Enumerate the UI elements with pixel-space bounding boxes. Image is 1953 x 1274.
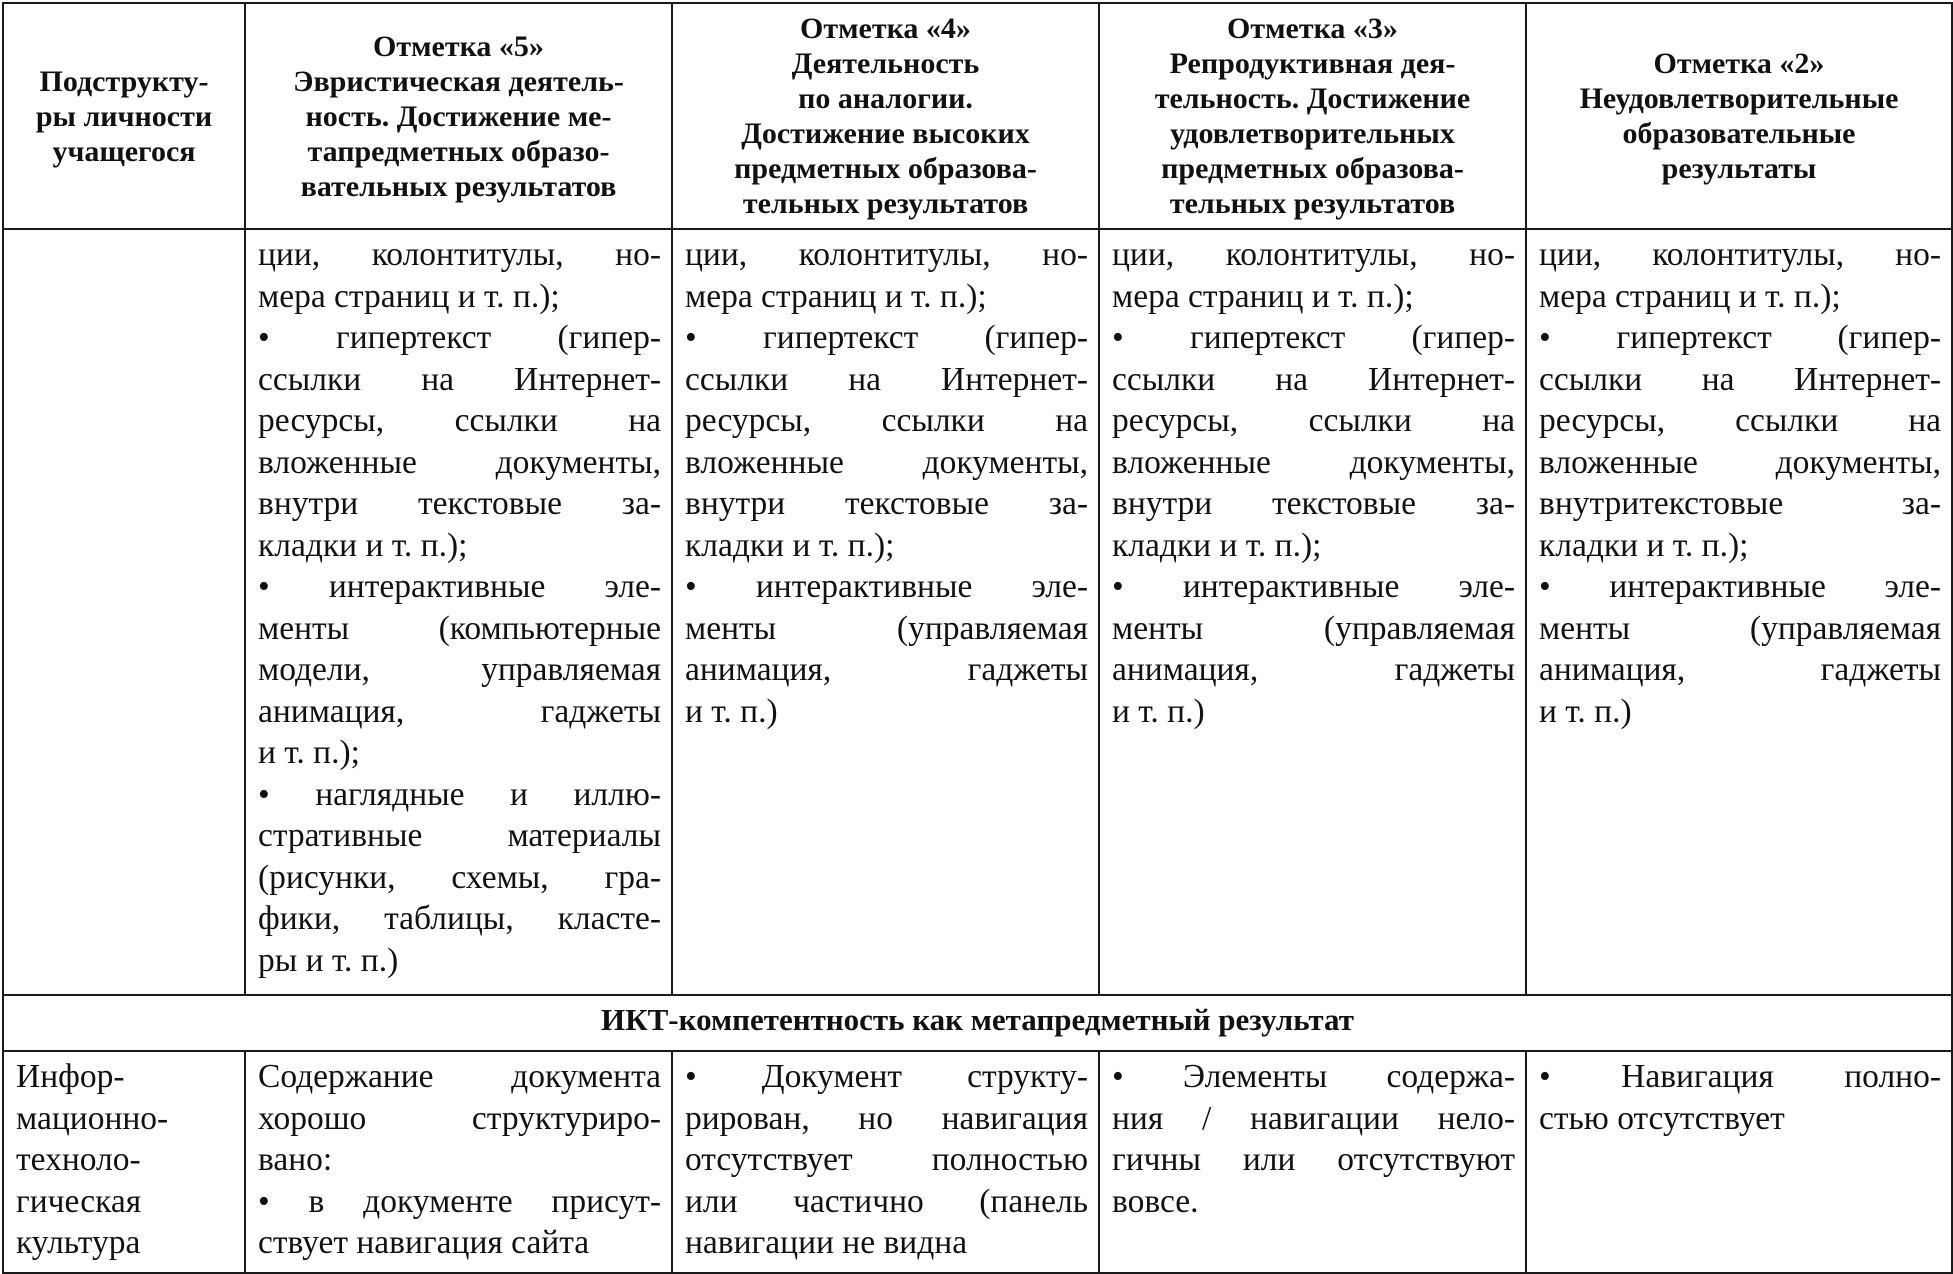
text-line: кладки и т. п.); xyxy=(1112,526,1322,564)
text-line: • Элементы содержа- xyxy=(1112,1058,1515,1095)
text-line: кладки и т. п.); xyxy=(1539,526,1749,564)
text-line: и т. п.) xyxy=(685,692,778,730)
header-grade-3 xyxy=(1099,3,1526,229)
text-line: • интерактивные эле- xyxy=(685,568,1088,605)
text-line: ния / навигации нело- xyxy=(1112,1099,1515,1137)
text-line: вложенные документы, xyxy=(685,443,1088,481)
text-line: внутри текстовые за- xyxy=(1112,485,1515,522)
text-line: и т. п.); xyxy=(258,734,360,771)
text-line: • гипертекст (гипер- xyxy=(258,319,661,356)
text-line: предметных образова- xyxy=(734,152,1037,185)
text-line: Достижение высоких xyxy=(741,117,1030,150)
row2-grade-3-cell xyxy=(1099,1051,1526,1273)
header-row xyxy=(3,3,1952,229)
text-line: ции, колонтитулы, но- xyxy=(1539,236,1941,273)
text-line: вательных результатов xyxy=(300,169,617,203)
text-line: ресурсы, ссылки на xyxy=(258,402,661,439)
text-line: образовательные xyxy=(1622,117,1856,150)
text-line: ствует навигация сайта xyxy=(258,1224,590,1261)
text-line: тельность. Достижение xyxy=(1154,82,1471,115)
text-line: анимация, гаджеты xyxy=(1539,651,1941,688)
text-line: ции, колонтитулы, но- xyxy=(258,236,661,273)
row1-grade-4-cell xyxy=(672,229,1099,995)
text-line: ссылки на Интернет- xyxy=(685,360,1088,398)
text-line: Отметка «3» xyxy=(1227,12,1398,45)
text-line: предметных образова- xyxy=(1161,152,1464,185)
text-line: • интерактивные эле- xyxy=(1112,568,1515,605)
text-line: Репродуктивная дея- xyxy=(1169,47,1456,80)
text-line: и т. п.) xyxy=(1539,692,1632,730)
text-line: • Навигация полно- xyxy=(1539,1058,1941,1095)
text-line: Отметка «2» xyxy=(1653,47,1825,80)
row1-substructure-cell xyxy=(3,229,245,995)
text-line: • наглядные и иллю- xyxy=(258,775,661,813)
text-line: анимация, гаджеты xyxy=(685,651,1088,688)
text-line: ресурсы, ссылки на xyxy=(685,402,1088,439)
text-line: ресурсы, ссылки на xyxy=(1112,402,1515,439)
text-line: модели, управляемая xyxy=(258,651,661,688)
text-line: ность. Достижение ме- xyxy=(305,99,612,133)
text-line: гичны или отсутствуют xyxy=(1112,1141,1515,1178)
text-line: • интерактивные эле- xyxy=(258,568,661,605)
text-line: хорошо структуриро- xyxy=(258,1099,661,1137)
text-line: Инфор- xyxy=(16,1058,125,1095)
text-line: мера страниц и т. п.); xyxy=(258,277,560,315)
text-line: • гипертекст (гипер- xyxy=(1112,319,1515,356)
text-line: фики, таблицы, класте- xyxy=(258,900,661,937)
text-line: анимация, гаджеты xyxy=(1112,651,1515,688)
text-line: тельных результатов xyxy=(1169,187,1456,220)
text-line: или частично (панель xyxy=(685,1182,1088,1220)
text-line: внутри текстовые за- xyxy=(685,485,1088,522)
text-line: стративные материалы xyxy=(258,817,661,854)
text-line: вложенные документы, xyxy=(258,443,661,481)
text-line: кладки и т. п.); xyxy=(258,526,468,564)
text-line: • интерактивные эле- xyxy=(1539,568,1941,605)
page xyxy=(2,2,1951,1260)
text-line: вложенные документы, xyxy=(1112,443,1515,481)
text-line: менты (управляемая xyxy=(1539,609,1941,647)
text-line: навигации не видна xyxy=(685,1224,968,1261)
header-grade-5 xyxy=(245,3,672,229)
text-line: отсутствует полностью xyxy=(685,1141,1088,1178)
text-line: Деятельность xyxy=(791,47,980,80)
text-line: ции, колонтитулы, но- xyxy=(1112,236,1515,273)
text-line: менты (управляемая xyxy=(1112,609,1515,647)
text-line: ры и т. п.) xyxy=(258,941,399,979)
text-line: мера страниц и т. п.); xyxy=(685,277,987,315)
text-line: ссылки на Интернет- xyxy=(1539,360,1941,398)
text-line: вовсе. xyxy=(1112,1182,1199,1220)
text-line: внутритекстовые за- xyxy=(1539,485,1941,522)
text-line: Отметка «5» xyxy=(373,29,544,63)
text-line: • Документ структу- xyxy=(685,1058,1088,1095)
text-line: стью отсутствует xyxy=(1539,1099,1785,1137)
text-line: ссылки на Интернет- xyxy=(258,360,661,398)
assessment-table xyxy=(2,2,1953,1274)
text-line: удовлетворительных xyxy=(1170,117,1455,150)
row1-grade-3-cell xyxy=(1099,229,1526,995)
text-line: гическая xyxy=(16,1182,142,1220)
text-line: учащегося xyxy=(52,134,196,168)
text-line: менты (управляемая xyxy=(685,609,1088,647)
text-line: ссылки на Интернет- xyxy=(1112,360,1515,398)
text-line: Неудовлетворительные xyxy=(1579,82,1899,115)
row1-grade-5-cell xyxy=(245,229,672,995)
text-line: результаты xyxy=(1661,152,1817,185)
text-line: и т. п.) xyxy=(1112,692,1205,730)
text-line: менты (компьютерные xyxy=(258,609,661,647)
text-line: культура xyxy=(16,1224,141,1261)
text-line: кладки и т. п.); xyxy=(685,526,895,564)
row2-grade-5-cell xyxy=(245,1051,672,1273)
text-line: по аналогии. xyxy=(798,82,973,115)
text-line: ры личности xyxy=(35,99,213,133)
text-line: внутри текстовые за- xyxy=(258,485,661,522)
header-grade-4 xyxy=(672,3,1099,229)
text-line: мера страниц и т. п.); xyxy=(1539,277,1841,315)
text-line: анимация, гаджеты xyxy=(258,692,661,730)
header-grade-2 xyxy=(1526,3,1952,229)
text-line: тапредметных образо- xyxy=(307,134,610,168)
row2-substructure-cell xyxy=(3,1051,245,1273)
header-personality-substructures xyxy=(3,3,245,229)
text-line: Содержание документа xyxy=(258,1058,661,1095)
text-line: (рисунки, схемы, гра- xyxy=(258,858,661,896)
text-line: • гипертекст (гипер- xyxy=(685,319,1088,356)
text-line: • гипертекст (гипер- xyxy=(1539,319,1941,356)
text-line: рирован, но навигация xyxy=(685,1099,1088,1137)
text-line: тельных результатов xyxy=(742,187,1029,220)
text-line: вложенные документы, xyxy=(1539,443,1941,481)
row1-grade-2-cell xyxy=(1526,229,1952,995)
text-line: Подструкту- xyxy=(39,64,209,98)
text-line: ции, колонтитулы, но- xyxy=(685,236,1088,273)
row2-grade-2-cell xyxy=(1526,1051,1952,1273)
table-row xyxy=(3,1051,1952,1273)
text-line: мера страниц и т. п.); xyxy=(1112,277,1414,315)
text-line: вано: xyxy=(258,1141,333,1178)
text-line: мационно- xyxy=(16,1099,169,1137)
text-line: техноло- xyxy=(16,1141,141,1178)
text-line: • в документе присут- xyxy=(258,1182,661,1220)
text-line: Отметка «4» xyxy=(800,12,971,45)
section-title: ИКТ-компетентность как метапредметный результат xyxy=(3,995,1952,1051)
text-line: Эвристическая деятель- xyxy=(293,64,624,98)
text-line: ресурсы, ссылки на xyxy=(1539,402,1941,439)
section-row xyxy=(3,995,1952,1051)
row2-grade-4-cell xyxy=(672,1051,1099,1273)
table-row xyxy=(3,229,1952,995)
